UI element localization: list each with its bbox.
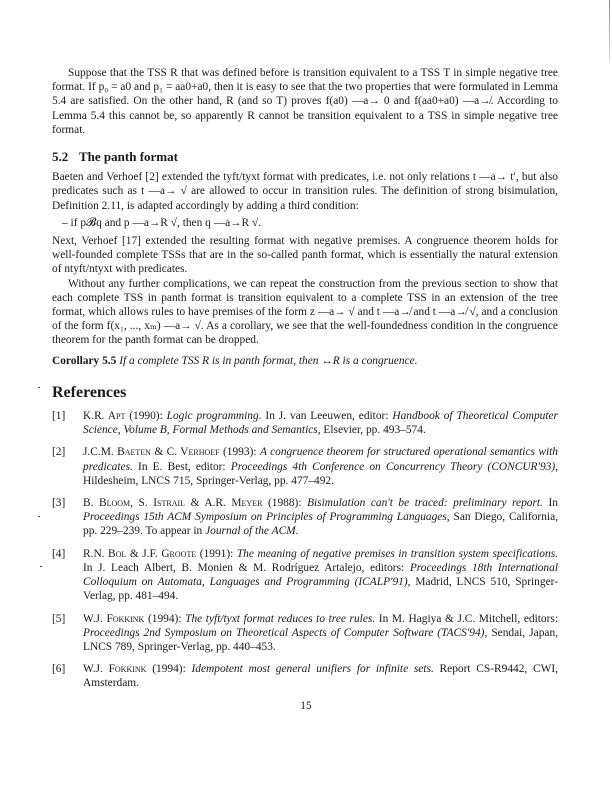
body-paragraph: Suppose that the TSS R that was defined before is transition equivalent to a TSS T in simple negative tree format. If p₀ = a0 and p₁ = aa0+a0, then it is easy to see that the two properties that were formulated in Lemma 5.4 are satisfied. On the other hand, R (and so T) proves f(a0) —a→ 0 and f(aa0+a0) —a↛. According to Lemma 5.4 this cannot be, so apparently R cannot be transition equivalent to a TSS in simple negative tree format.: [52, 67, 558, 136]
body-paragraph: Next, Verhoef [17] extended the resulting format with negative premises. A congruence theorem holds for well-founded complete TSSs that are in the so-called panth format, which is essentially the natural extension of ntyft/ntyxt with predicates.: [52, 235, 558, 276]
condition-bullet: – if p𝓑q and p —a→R √, then q —a→R √.: [62, 216, 262, 229]
reference-label: [1]: [52, 410, 66, 423]
reference-year: (1991):: [196, 547, 237, 560]
reference-year: (1990):: [125, 410, 167, 423]
reference-text: In J. van Leeuwen, editor:: [261, 410, 393, 423]
reference-text: In E. Best, editor:: [132, 460, 231, 473]
reference-title: The tyft/tyxt format reduces to tree rules.: [185, 612, 376, 625]
reference-title: A congruence theorem for structured operational semantics with predicates.: [83, 446, 558, 473]
reference-year: (1994):: [146, 663, 192, 676]
reference-text: , Elsevier, pp. 493–574.: [317, 424, 426, 437]
reference-authors: K.R. Apt: [83, 410, 126, 423]
corollary: [52, 354, 558, 368]
reference-title: The meaning of negative premises in transition system specifications.: [236, 547, 558, 560]
reference-venue: Journal of the ACM: [205, 525, 296, 538]
reference-venue: Proceedings 2nd Symposium on Theoretical Aspects of Computer Software (TACS'94): [83, 626, 485, 639]
reference-title: Idempotent most general unifiers for infinite sets.: [191, 663, 434, 676]
reference-title: Logic programming.: [166, 410, 262, 423]
reference-year: (1993):: [219, 446, 260, 459]
body-paragraph: Without any further complications, we can repeat the construction from the previous section to show that each complete TSS in panth format is transition equivalent to a complete TSS in an extension of the tree format, which allows rules to have premises of the form z —a→ √ and t —a↛ and t —a↛ √, and a conclusion of the form f(x₁, ..., xₘ) —a→ √. As a corollary, we see that the well-foundedness condition in the congruence theorem for the panth format can be dropped.: [52, 277, 558, 347]
reference-venue: Handbook of Theoretical Computer Science, Volume B, Formal Methods and Semantics: [83, 410, 558, 437]
reference-text: , Sendai, Japan, LNCS 789, Springer-Verlag, pp. 440–453.: [83, 626, 558, 653]
corollary-label: Corollary 5.5: [52, 354, 117, 367]
section-title: The panth format: [79, 149, 178, 165]
reference-authors: R.N. Bol & J.F. Groote: [83, 547, 197, 560]
reference-venue: Proceedings 15th ACM Symposium on Principles of Programming Languages: [83, 511, 447, 524]
body-paragraph: Baeten and Verhoef [2] extended the tyft/tyxt format with predicates, i.e. not only relations t —a→ t′, but also predicates such as t —a→ √ are allowed to occur in transition rules. The definition of strong bisimulation, Definition 2.11, is adapted accordingly by adding a third condition:: [52, 171, 558, 212]
reference-label: [5]: [52, 612, 66, 625]
corollary-text: If a complete TSS R is in panth format, then ↔R is a congruence.: [119, 354, 418, 367]
reference-label: [4]: [52, 547, 66, 560]
reference-venue: Proceedings 4th Conference on Concurrency Theory (CONCUR'93): [230, 460, 556, 473]
reference-year: (1988):: [262, 497, 308, 510]
reference-label: [6]: [52, 663, 66, 676]
margin-mark: [38, 516, 40, 517]
page-content: [52, 66, 558, 699]
reference-label: [3]: [52, 497, 66, 510]
reference-label: [2]: [52, 446, 66, 459]
reference-text: In J. Leach Albert, B. Monien & M. Rodríguez Artalejo, editors:: [83, 561, 410, 574]
reference-title: Bisimulation can't be traced: preliminary report.: [307, 497, 543, 510]
reference-authors: W.J. Fokkink: [83, 612, 145, 625]
reference-item: [52, 445, 558, 488]
reference-authors: W.J. Fokkink: [83, 663, 147, 676]
reference-authors: B. Bloom, S. Istrail & A.R. Meyer: [83, 497, 263, 510]
reference-item: [52, 409, 558, 437]
reference-text: In: [542, 497, 558, 510]
reference-item: [52, 496, 558, 539]
reference-text: In M. Hagiya & J.C. Mitchell, editors:: [375, 612, 559, 625]
reference-year: (1994):: [144, 612, 186, 625]
reference-text: Report CS-R9442, CWI, Amsterdam.: [83, 663, 558, 690]
reference-venue: Proceedings 18th International Colloquium on Automata, Languages and Programming (ICALP'91): [83, 561, 558, 589]
reference-item: [52, 547, 558, 604]
margin-mark: [40, 566, 42, 567]
page-number: 15: [300, 700, 312, 712]
references-heading: References: [52, 383, 127, 401]
reference-item: [52, 662, 558, 690]
reference-text: , Madrid, LNCS 510, Springer-Verlag, pp. 481–494.: [83, 576, 558, 603]
reference-list: [52, 409, 558, 690]
reference-text: , San Diego, California, pp. 229–239. To appear in: [83, 511, 558, 538]
section-number: 5.2: [52, 149, 69, 165]
reference-item: [52, 612, 559, 655]
margin-mark: [38, 387, 40, 388]
page-edge-line: [609, 0, 610, 60]
reference-text: .: [295, 525, 299, 538]
reference-text: , Hildesheim, LNCS 715, Springer-Verlag, pp. 477–492.: [83, 460, 558, 487]
reference-authors: J.C.M. Baeten & C. Verhoef: [83, 446, 220, 459]
section-heading: [52, 150, 558, 164]
